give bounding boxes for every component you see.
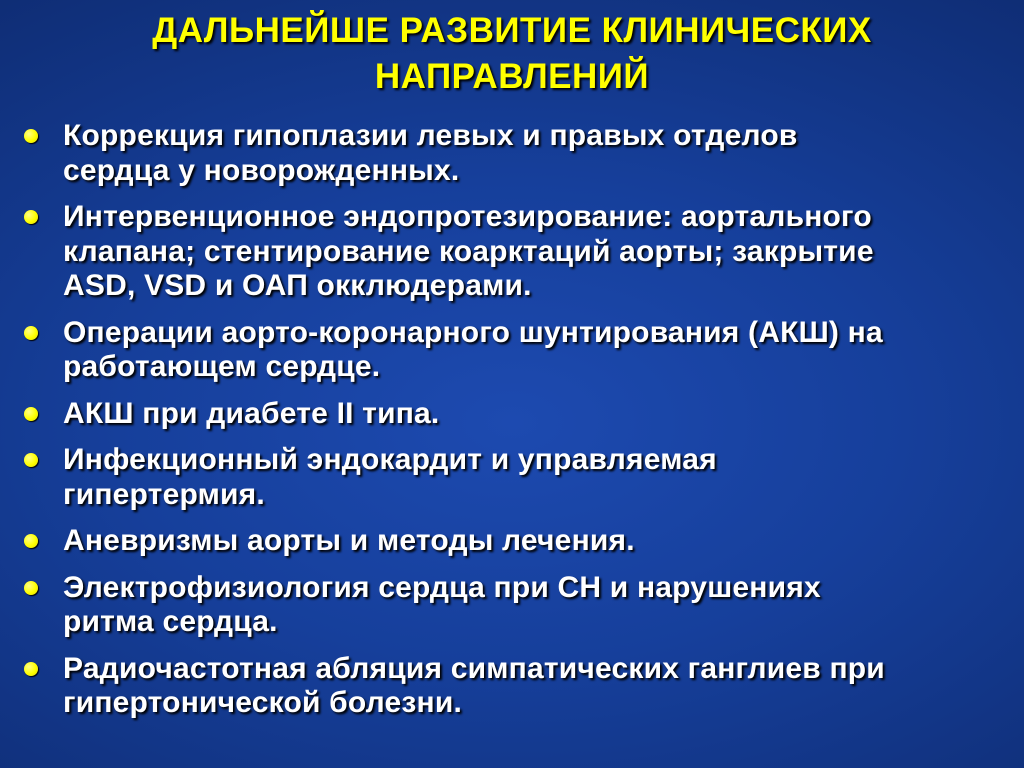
bullet-icon (24, 453, 38, 467)
list-item (22, 652, 1007, 721)
list-item-line: Радиочастотная абляция симпатических ганглиев при (63, 651, 885, 685)
bullet-icon (24, 662, 38, 676)
list-item-line: работающем сердце. (63, 350, 381, 383)
list-item (22, 571, 1007, 640)
list-item (22, 119, 1007, 188)
list-item-line: гипертонической болезни. (63, 686, 463, 719)
slide-title-line-1: ДАЛЬНЕЙШЕ РАЗВИТИЕ КЛИНИЧЕСКИХ (152, 11, 872, 50)
bullet-icon (24, 129, 38, 143)
list-item-line: Аневризмы аорты и методы лечения. (63, 524, 635, 557)
list-item (22, 200, 1007, 304)
list-item (22, 443, 1007, 512)
list-item (22, 397, 1007, 432)
bullet-icon (24, 407, 38, 421)
list-item-line: Интервенционное эндопротезирование: аортального (63, 200, 872, 233)
bullet-icon (24, 326, 38, 340)
list-item-line: гипертермия. (63, 477, 265, 511)
bullet-icon (24, 581, 38, 595)
list-item-line: ритма сердца. (63, 605, 278, 638)
slide-title-line-2: НАПРАВЛЕНИЙ (374, 57, 650, 96)
list-item-line: ASD, VSD и ОАП окклюдерами. (63, 269, 532, 302)
list-item-line: сердца у новорожденных. (63, 153, 460, 187)
list-item-line: Операции аорто-коронарного шунтирования (АКШ) на (63, 315, 883, 349)
bullet-icon (24, 210, 38, 224)
list-item-line: АКШ при диабете II типа. (63, 396, 440, 430)
slide-title (0, 8, 1024, 100)
list-item-line: Электрофизиология сердца при СН и нарушениях (63, 570, 821, 604)
list-item-line: клапана; стентирование коарктаций аорты; закрытие (63, 234, 874, 268)
list-item (22, 524, 1007, 559)
bullet-icon (24, 534, 38, 548)
list-item-line: Инфекционный эндокардит и управляемая (63, 443, 717, 476)
list-item-line: Коррекция гипоплазии левых и правых отделов (63, 119, 798, 152)
bullet-list (22, 119, 1007, 733)
list-item (22, 316, 1007, 385)
